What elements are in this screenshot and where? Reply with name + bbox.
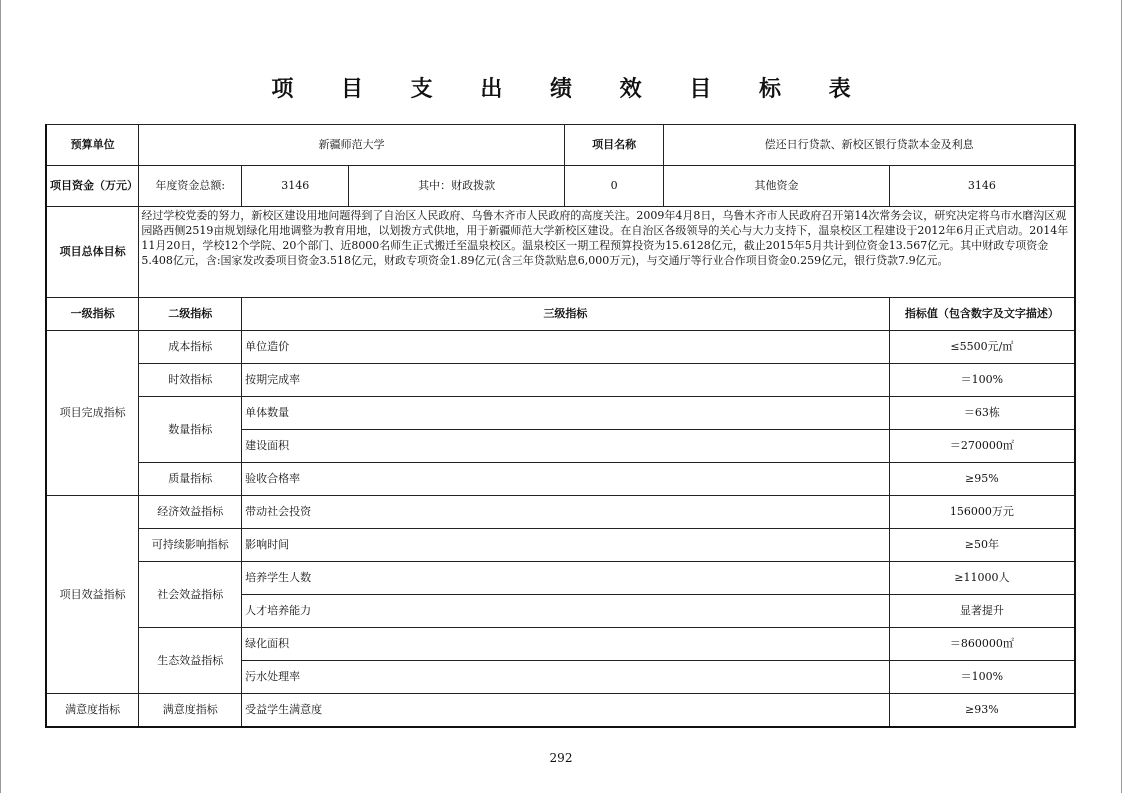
budget-unit-label: 预算单位 <box>46 125 139 166</box>
value-cell: ≥11000人 <box>889 562 1075 595</box>
funds-fiscal-value: 0 <box>564 166 663 207</box>
level3-cell: 建设面积 <box>242 430 890 463</box>
page-number: 292 <box>549 751 573 765</box>
funds-row <box>46 166 1075 207</box>
value-cell: ≤5500元/㎡ <box>889 331 1075 364</box>
table-row <box>46 496 1075 529</box>
level3-cell: 影响时间 <box>242 529 890 562</box>
level2-cell: 质量指标 <box>139 463 242 496</box>
table-row <box>46 694 1075 727</box>
col-level3-header: 三级指标 <box>242 298 890 331</box>
funds-other-label: 其他资金 <box>664 166 889 207</box>
table-row <box>46 529 1075 562</box>
funds-total-value: 3146 <box>242 166 349 207</box>
funds-label: 项目资金（万元） <box>46 166 139 207</box>
page-edge-left <box>0 0 1 793</box>
level1-cell: 项目效益指标 <box>46 496 139 694</box>
objective-label: 项目总体目标 <box>46 207 139 298</box>
value-cell: ≥93% <box>889 694 1075 727</box>
funds-fiscal-label: 其中：财政拨款 <box>349 166 565 207</box>
table-row <box>46 463 1075 496</box>
value-cell: ＝63栋 <box>889 397 1075 430</box>
level2-cell: 可持续影响指标 <box>139 529 242 562</box>
table-row <box>46 397 1075 430</box>
level3-cell: 培养学生人数 <box>242 562 890 595</box>
funds-total-label: 年度资金总额: <box>139 166 242 207</box>
level3-cell: 受益学生满意度 <box>242 694 890 727</box>
value-cell: ＝860000㎡ <box>889 628 1075 661</box>
table-row <box>46 364 1075 397</box>
level2-cell: 成本指标 <box>139 331 242 364</box>
table-row <box>46 331 1075 364</box>
col-level2-header: 二级指标 <box>139 298 242 331</box>
value-cell: ＝100% <box>889 661 1075 694</box>
level3-cell: 验收合格率 <box>242 463 890 496</box>
budget-unit-value: 新疆师范大学 <box>139 125 565 166</box>
value-cell: ＝270000㎡ <box>889 430 1075 463</box>
value-cell: 156000万元 <box>889 496 1075 529</box>
level2-cell: 生态效益指标 <box>139 628 242 694</box>
level1-cell: 满意度指标 <box>46 694 139 727</box>
level3-cell: 单体数量 <box>242 397 890 430</box>
table-row <box>46 628 1075 661</box>
level3-cell: 带动社会投资 <box>242 496 890 529</box>
level3-cell: 污水处理率 <box>242 661 890 694</box>
level2-cell: 满意度指标 <box>139 694 242 727</box>
level2-cell: 经济效益指标 <box>139 496 242 529</box>
level3-cell: 人才培养能力 <box>242 595 890 628</box>
level1-cell: 项目完成指标 <box>46 331 139 496</box>
table-row <box>46 562 1075 595</box>
level2-cell: 社会效益指标 <box>139 562 242 628</box>
page-title: 项 目 支 出 绩 效 目 标 表 <box>271 77 871 102</box>
value-cell: ＝100% <box>889 364 1075 397</box>
level3-cell: 绿化面积 <box>242 628 890 661</box>
funds-other-value: 3146 <box>889 166 1075 207</box>
value-cell: ≥50年 <box>889 529 1075 562</box>
level3-cell: 按期完成率 <box>242 364 890 397</box>
header-row <box>46 125 1075 166</box>
value-cell: 显著提升 <box>889 595 1075 628</box>
project-name-value: 偿还日行贷款、新校区银行贷款本金及利息 <box>664 125 1075 166</box>
objective-text: 经过学校党委的努力，新校区建设用地问题得到了自治区人民政府、乌鲁木齐市人民政府的高度关注。2009年4月8日，乌鲁木齐市人民政府召开第14次常务会议，研究决定将乌市水磨沟区观园路西侧2519亩规划绿化用地调整为教育用地，以划拨方式供地，用于新疆师范大学新校区建设。在自治区各级领导的关心与大力支持下，温泉校区工程建设于2012年6月正式启动。2014年11月20日，学校12个学院、20个部门、近8000名师生正式搬迁至温泉校区。温泉校区一期工程预算投资为15.6128亿元，截止2015年5月共计到位资金13.567亿元。其中财政专项资金5.408亿元，含:国家发改委项目资金3.518亿元，财政专项资金1.89亿元(含三年贷款贴息6,000万元)，与交通厅等行业合作项目资金0.259亿元，银行贷款7.9亿元。 <box>139 207 1075 298</box>
col-level1-header: 一级指标 <box>46 298 139 331</box>
col-value-header: 指标值（包含数字及文字描述） <box>889 298 1075 331</box>
objective-row <box>46 207 1075 298</box>
level2-cell: 时效指标 <box>139 364 242 397</box>
level2-cell: 数量指标 <box>139 397 242 463</box>
project-name-label: 项目名称 <box>564 125 663 166</box>
column-header-row <box>46 298 1075 331</box>
performance-target-table <box>45 124 1076 728</box>
level3-cell: 单位造价 <box>242 331 890 364</box>
value-cell: ≥95% <box>889 463 1075 496</box>
